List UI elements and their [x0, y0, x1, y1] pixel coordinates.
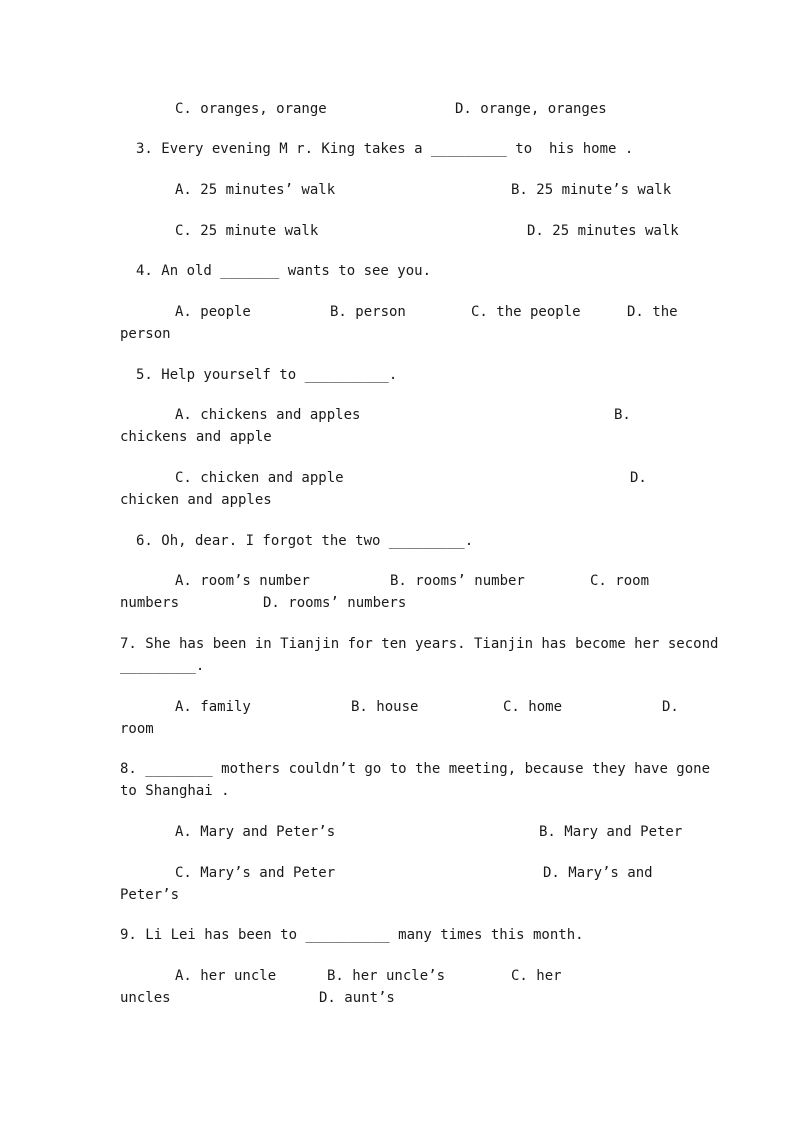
q2-option-c: C. oranges, orange	[175, 101, 327, 117]
q5-option-d-cont: chicken and apples	[120, 492, 272, 508]
q2-option-d: D. orange, oranges	[455, 101, 607, 117]
q3-option-a: A. 25 minutes’ walk	[175, 182, 336, 198]
q4-option-d-cont: person	[120, 326, 171, 342]
q9-option-c: C. her	[511, 968, 562, 984]
q6-option-c-cont: numbers	[120, 595, 180, 611]
q4-option-a: A. people	[175, 304, 251, 320]
q9-option-b: B. her uncle’s	[327, 968, 446, 984]
q7-option-a: A. family	[175, 699, 251, 715]
q8-stem: 8. ________ mothers couldn’t go to the meeting, because they have gone	[120, 761, 711, 777]
q8-option-d-cont: Peter’s	[120, 887, 180, 903]
q3-option-c: C. 25 minute walk	[175, 223, 319, 239]
q7-option-d-cont: room	[120, 721, 154, 737]
q9-stem: 9. Li Lei has been to __________ many times this month.	[120, 927, 584, 943]
q9-option-d: D. aunt’s	[319, 990, 395, 1006]
q9-option-a: A. her uncle	[175, 968, 277, 984]
q7-option-b: B. house	[351, 699, 419, 715]
q7-option-c: C. home	[503, 699, 563, 715]
q6-option-b: B. rooms’ number	[390, 573, 525, 589]
q5-option-d: D.	[630, 470, 647, 486]
q7-option-d: D.	[662, 699, 679, 715]
q5-option-b-cont: chickens and apple	[120, 429, 272, 445]
q8-option-d: D. Mary’s and	[543, 865, 653, 881]
q6-option-a: A. room’s number	[175, 573, 310, 589]
q4-option-d: D. the	[627, 304, 678, 320]
q9-option-c-cont: uncles	[120, 990, 171, 1006]
q4-option-c: C. the people	[471, 304, 581, 320]
q5-stem: 5. Help yourself to __________.	[136, 367, 398, 383]
q3-stem: 3. Every evening M r. King takes a _________ to his home .	[136, 141, 634, 157]
q4-option-b: B. person	[330, 304, 406, 320]
q7-stem: 7. She has been in Tianjin for ten years. Tianjin has become her second	[120, 636, 719, 652]
q6-option-c: C. room	[590, 573, 650, 589]
q5-option-c: C. chicken and apple	[175, 470, 344, 486]
q8-stem-cont: to Shanghai .	[120, 783, 230, 799]
q8-option-b: B. Mary and Peter	[539, 824, 683, 840]
q8-option-c: C. Mary’s and Peter	[175, 865, 336, 881]
q4-stem: 4. An old _______ wants to see you.	[136, 263, 432, 279]
q6-stem: 6. Oh, dear. I forgot the two _________.	[136, 533, 474, 549]
q5-option-a: A. chickens and apples	[175, 407, 361, 423]
q5-option-b: B.	[614, 407, 631, 423]
q8-option-a: A. Mary and Peter’s	[175, 824, 336, 840]
q6-option-d: D. rooms’ numbers	[263, 595, 407, 611]
q3-option-b: B. 25 minute’s walk	[511, 182, 672, 198]
q7-stem-cont: _________.	[120, 658, 205, 674]
q3-option-d: D. 25 minutes walk	[527, 223, 679, 239]
